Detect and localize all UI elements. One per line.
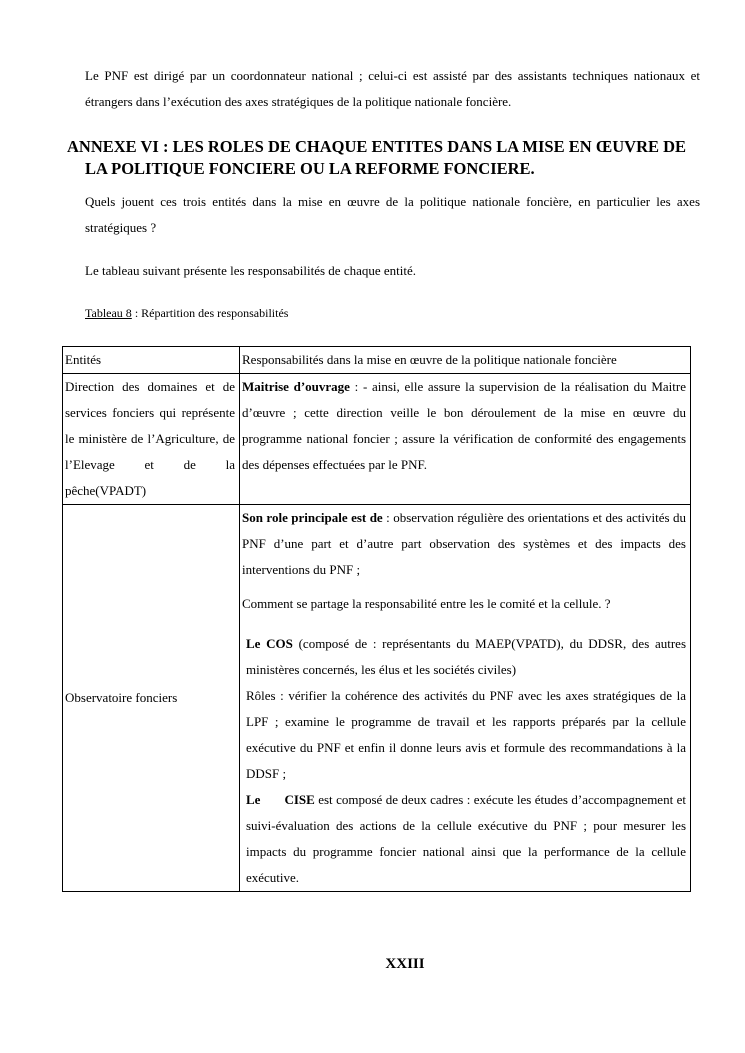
row2-cos-text: (composé de : représentants du MAEP(VPATD), du DDSR, des autres ministères concernés, les élus et les sociétés civiles) [246, 636, 687, 677]
question-paragraph: Quels jouent ces trois entités dans la mise en œuvre de la politique nationale foncière, en particulier les axes stratégiques ? [85, 194, 700, 235]
row2-question: Comment se partage la responsabilité entre les le comité et la cellule. ? [242, 596, 611, 611]
table-caption-label: Tableau 8 [85, 306, 132, 320]
page-number: XXIII [385, 956, 425, 972]
row2-cise-le: Le [246, 792, 261, 807]
row2-role-bold: Son role principale est de [242, 510, 383, 525]
row2-role [242, 505, 686, 583]
annex-heading-line2: LA POLITIQUE FONCIERE OU LA REFORME FONCIERE. [85, 159, 535, 178]
row1-text: : - ainsi, elle assure la supervision de la réalisation du Maitre d’œuvre ; cette direction veille le bon déroulement de la mise en œuvre du programme national foncier ; assure la vérification de conformité des engagements des dépenses effectuées par le PNF. [242, 379, 686, 472]
row1-responsibility [240, 374, 691, 505]
row2-role-text: : observation régulière des orientations et des activités du PNF d’une part et d’autre part observation des systèmes et des impacts des interventions du PNF ; [242, 510, 687, 577]
header-entities: Entités [63, 347, 240, 374]
row2-cise-bold: CISE [284, 792, 315, 807]
row1-bold-label: Maitrise d’ouvrage [242, 379, 350, 394]
annex-heading-line1: ANNEXE VI : LES ROLES DE CHAQUE ENTITES DANS LA MISE EN ŒUVRE DE [67, 137, 687, 156]
row2-cise-text: est composé de deux cadres : exécute les études d’accompagnement et suivi-évaluation des actions de la cellule exécutive du PNF ; pour mesurer les impacts du programme foncier national ainsi que la performance de la cellule exécutive. [246, 792, 686, 885]
intro-paragraph: Le PNF est dirigé par un coordonnateur national ; celui-ci est assisté par des assistants techniques nationaux et étrangers dans l’exécution des axes stratégiques de la politique nationale foncière. [85, 68, 700, 109]
table-caption [85, 304, 288, 322]
header-responsibilities: Responsabilités dans la mise en œuvre de la politique nationale foncière [240, 347, 691, 374]
row2-entity: Observatoire fonciers [63, 505, 240, 892]
row2-responsibility [240, 505, 691, 892]
row2-cise [246, 787, 686, 891]
table-intro-paragraph: Le tableau suivant présente les responsabilités de chaque entité. [85, 263, 417, 278]
annex-heading [67, 136, 737, 180]
responsibilities-table [62, 346, 691, 892]
row2-cos [246, 631, 686, 683]
row2-cos-bold: Le COS [246, 636, 293, 651]
table-row [63, 374, 691, 505]
row1-entity: Direction des domaines et de services fonciers qui représente le ministère de l’Agriculture, de l’Elevage et de la pêche(VPADT) [63, 374, 240, 505]
table-row [63, 505, 691, 892]
table-caption-text: : Répartition des responsabilités [131, 306, 289, 320]
row2-roles: Rôles : vérifier la cohérence des activités du PNF avec les axes stratégiques de la LPF ; examine le programme de travail et les rapports préparés par la cellule exécutive du PNF et enfin il donne leurs avis et formule des recommandations à la DDSF ; [246, 688, 686, 781]
table-header-row [63, 347, 691, 374]
